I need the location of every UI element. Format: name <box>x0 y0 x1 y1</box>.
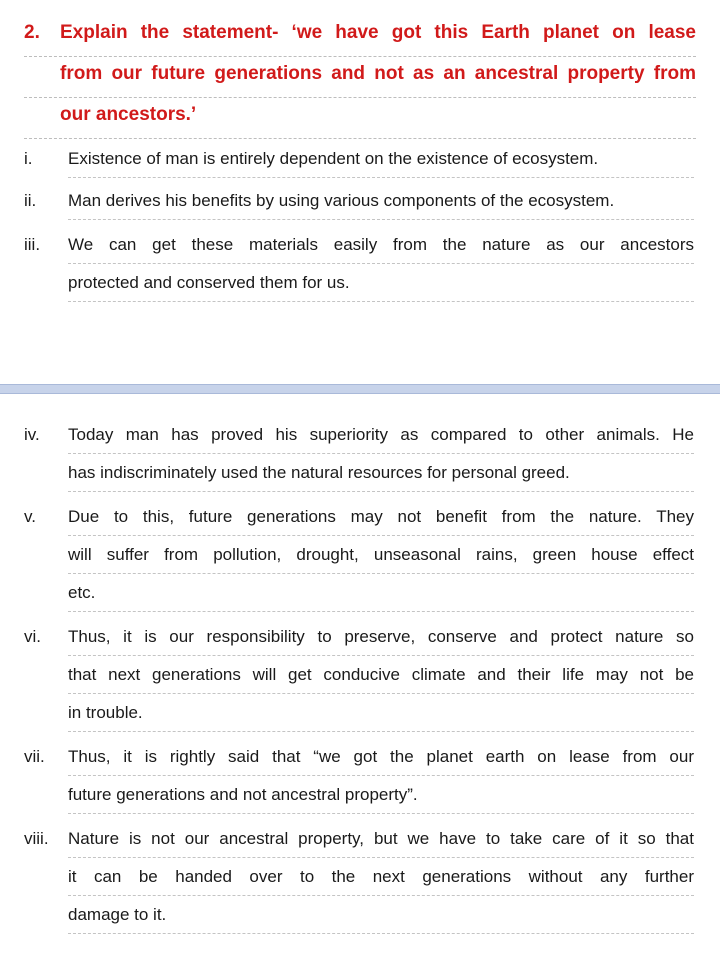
point-numeral: iii. <box>24 235 41 254</box>
question-line <box>24 16 696 57</box>
answer-point-v <box>24 498 694 612</box>
point-numeral: vi. <box>24 627 41 646</box>
point-line: Thus, it is rightly said that “we got the planet earth on lease from our <box>68 738 694 776</box>
answer-point-ii <box>24 182 694 220</box>
point-line: will suffer from pollution, drought, unseasonal rains, green house effect <box>68 536 694 574</box>
answer-points-page-1 <box>24 140 694 302</box>
question-text-line-3: our ancestors.’ <box>60 104 197 125</box>
point-numeral: v. <box>24 507 36 526</box>
point-line: protected and conserved them for us. <box>68 264 694 302</box>
question-line <box>24 57 696 98</box>
point-line: Due to this, future generations may not benefit from the nature. They <box>68 498 694 536</box>
point-numeral: i. <box>24 149 33 168</box>
point-line: Today man has proved his superiority as compared to other animals. He <box>68 416 694 454</box>
point-line: in trouble. <box>68 694 694 732</box>
point-line: future generations and not ancestral property”. <box>68 776 694 814</box>
answer-point-iv <box>24 416 694 492</box>
question-number: 2. <box>24 22 40 43</box>
point-line: damage to it. <box>68 896 694 934</box>
document-page-1 <box>0 0 720 384</box>
point-line: Thus, it is our responsibility to preserve, conserve and protect nature so <box>68 618 694 656</box>
answer-point-vii <box>24 738 694 814</box>
answer-point-vi <box>24 618 694 732</box>
point-line: Man derives his benefits by using various components of the ecosystem. <box>68 182 694 220</box>
answer-points-page-2 <box>24 416 694 934</box>
answer-point-i <box>24 140 694 178</box>
point-line: etc. <box>68 574 694 612</box>
point-line: has indiscriminately used the natural resources for personal greed. <box>68 454 694 492</box>
point-numeral: viii. <box>24 829 49 848</box>
answer-point-iii <box>24 226 694 302</box>
point-line: it can be handed over to the next generations without any further <box>68 858 694 896</box>
document-page-2 <box>0 394 720 957</box>
point-line: Existence of man is entirely dependent on the existence of ecosystem. <box>68 140 694 178</box>
point-line: We can get these materials easily from the nature as our ancestors <box>68 226 694 264</box>
question-text-line-2: from our future generations and not as an ancestral property from <box>60 63 696 84</box>
point-numeral: ii. <box>24 191 37 210</box>
point-numeral: iv. <box>24 425 40 444</box>
point-line: that next generations will get conducive climate and their life may not be <box>68 656 694 694</box>
question-text-line-1: Explain the statement- ‘we have got this Earth planet on lease <box>60 22 696 43</box>
question-heading <box>24 16 696 139</box>
answer-point-viii <box>24 820 694 934</box>
page-separator <box>0 384 720 394</box>
point-numeral: vii. <box>24 747 45 766</box>
question-line <box>24 98 696 139</box>
point-line: Nature is not our ancestral property, but we have to take care of it so that <box>68 820 694 858</box>
